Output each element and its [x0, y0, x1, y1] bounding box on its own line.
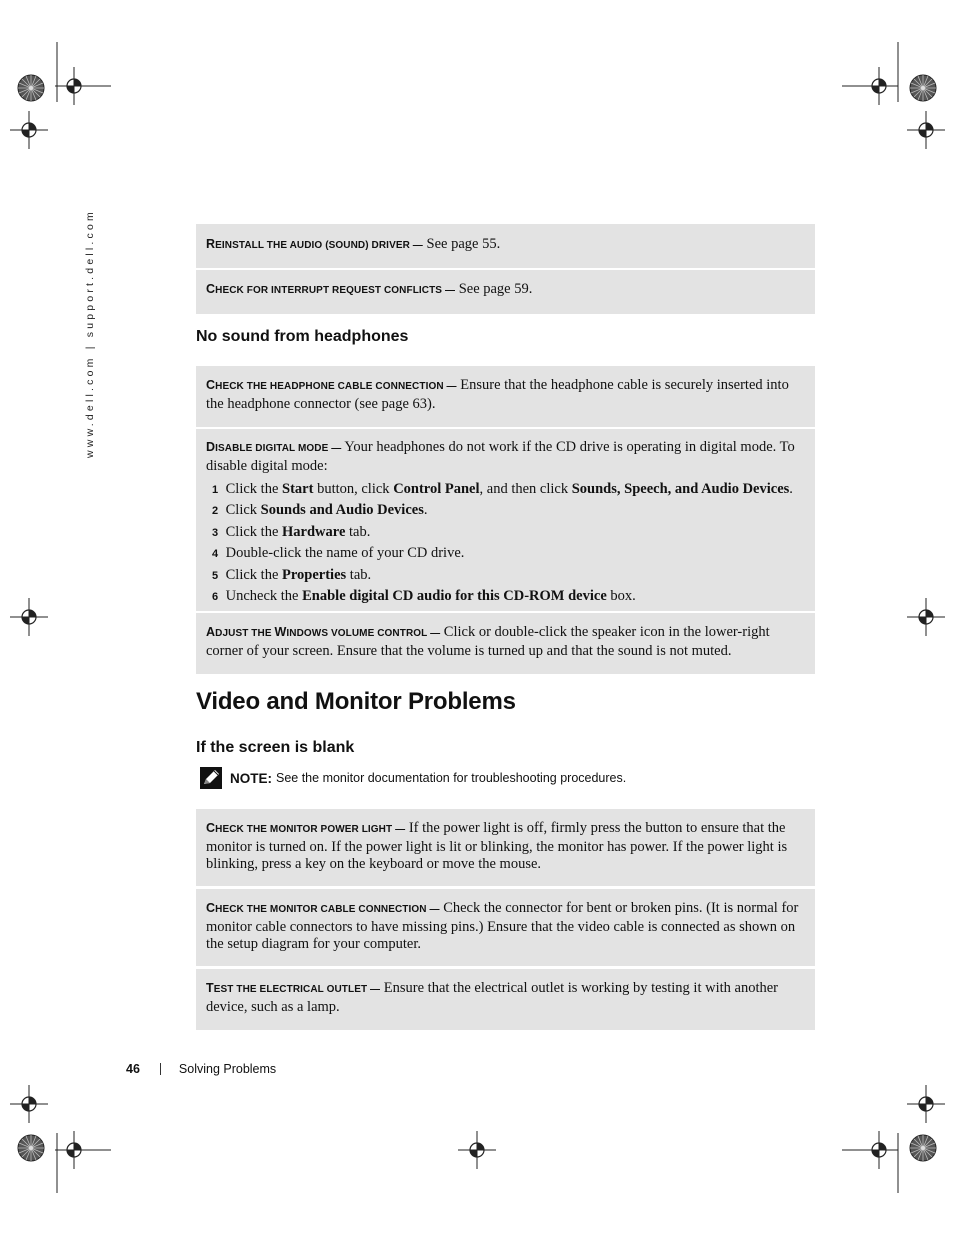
tip-lead: REINSTALL THE AUDIO (SOUND) DRIVER —: [206, 237, 423, 251]
note-label: NOTE:: [230, 770, 272, 786]
subsection-title: If the screen is blank: [196, 739, 355, 756]
tip-lead: ADJUST THE WINDOWS VOLUME CONTROL —: [206, 625, 441, 639]
list-item: 6 Uncheck the Enable digital CD audio for this CD-ROM device box.: [212, 588, 636, 605]
tip-text: Ensure that the headphone cable is securely inserted into the headphone connector (see page 63).: [206, 377, 789, 412]
list-item: 3 Click the Hardware tab.: [212, 523, 371, 540]
list-item: 5 Click the Properties tab.: [212, 566, 372, 583]
section-title-headphones: No sound from headphones: [196, 328, 409, 345]
tip-lead: CHECK THE MONITOR POWER LIGHT —: [206, 821, 406, 835]
tip-text: If the power light is off, firmly press the button to ensure that the monitor is turned on. If the power light is lit or blinking, the monitor has power. If the power light is blinking, press a key on the keyboard or move the mouse.: [206, 820, 788, 872]
tip-text: Ensure that the electrical outlet is working by testing it with another device, such as a lamp.: [206, 980, 778, 1015]
tip-electrical-outlet: [196, 969, 815, 1030]
steps-list: [206, 479, 805, 607]
page-number: 46: [126, 1062, 140, 1076]
tip-disable-digital-mode: [196, 429, 815, 611]
tip-monitor-cable: [196, 889, 815, 966]
tip-reinstall-audio-driver: [196, 224, 815, 268]
tip-lead: CHECK THE HEADPHONE CABLE CONNECTION —: [206, 378, 457, 392]
list-item: 4 Double-click the name of your CD drive.: [212, 545, 465, 562]
list-item: 2 Click Sounds and Audio Devices.: [212, 502, 428, 519]
tip-adjust-volume: [196, 613, 815, 674]
tip-headphone-cable: [196, 366, 815, 427]
page-title: Video and Monitor Problems: [196, 688, 516, 715]
footer-divider: [160, 1063, 161, 1075]
footer-section: Solving Problems: [178, 1062, 277, 1076]
page-footer: [126, 1062, 276, 1076]
note-text: See the monitor documentation for troubleshooting procedures.: [276, 771, 627, 785]
tip-monitor-power-light: [196, 809, 815, 886]
tip-lead: CHECK THE MONITOR CABLE CONNECTION —: [206, 901, 440, 915]
tip-text: Check the connector for bent or broken pins. (It is normal for monitor cable connectors to have missing pins.) Ensure that the video cable is connected as shown on the setup diagram for your computer.: [206, 900, 799, 952]
tip-lead: DISABLE DIGITAL MODE —: [206, 440, 342, 454]
tip-lead: TEST THE ELECTRICAL OUTLET —: [206, 981, 381, 995]
tip-lead: CHECK FOR INTERRUPT REQUEST CONFLICTS —: [206, 282, 456, 296]
tip-text: See page 59.: [455, 281, 533, 297]
side-url: www.dell.com | support.dell.com: [84, 209, 96, 458]
note: [200, 766, 626, 790]
list-item: 1 Click the Start button, click Control Panel, and then click Sounds, Speech, and Audio Devices.: [212, 481, 793, 497]
tip-check-irq-conflicts: [196, 270, 815, 314]
tip-text: Your headphones do not work if the CD drive is operating in digital mode. To disable digital mode:: [206, 439, 795, 474]
tip-text: See page 55.: [422, 236, 501, 252]
tip-text: Click or double-click the speaker icon in the lower-right corner of your screen. Ensure that the volume is turned up and that the sound is not muted.: [206, 624, 770, 659]
note-pencil-icon: [200, 767, 222, 789]
